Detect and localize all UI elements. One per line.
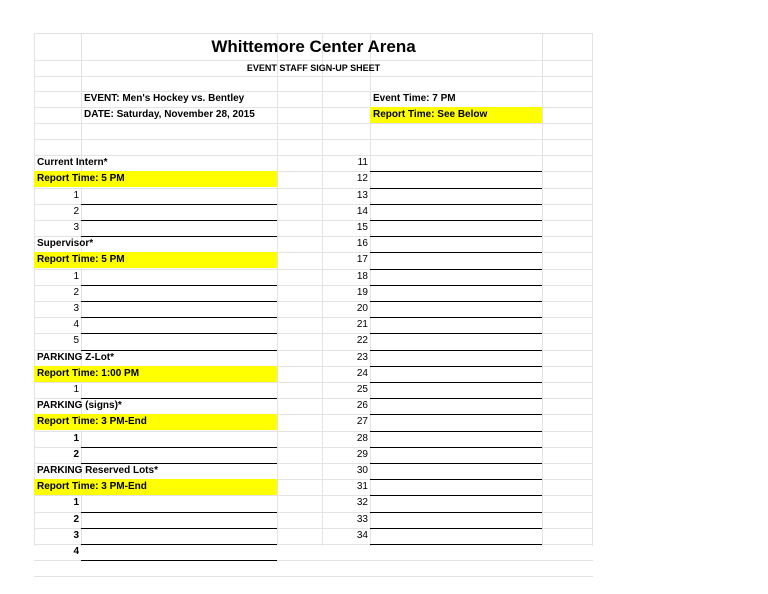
slot-number-right: 22 bbox=[356, 335, 368, 346]
slot-number-right: 20 bbox=[356, 303, 368, 314]
slot-number: 2 bbox=[73, 206, 79, 217]
signature-line-right bbox=[370, 414, 542, 415]
signature-line bbox=[81, 544, 277, 545]
section-report-time: Report Time: 3 PM-End bbox=[37, 416, 147, 427]
signature-line-right bbox=[370, 382, 542, 383]
signature-line-right bbox=[370, 512, 542, 513]
slot-number-right: 19 bbox=[356, 287, 368, 298]
slot-number: 3 bbox=[73, 222, 79, 233]
page-title: Whittemore Center Arena bbox=[211, 37, 416, 56]
signature-line-right bbox=[370, 252, 542, 253]
slot-number-right: 24 bbox=[356, 368, 368, 379]
sign-up-sheet bbox=[34, 33, 593, 557]
slot-number-right: 11 bbox=[357, 157, 368, 168]
slot-number: 1 bbox=[73, 190, 79, 201]
slot-number-right: 32 bbox=[356, 497, 368, 508]
section-label: Current Intern* bbox=[37, 157, 108, 168]
page-subtitle: EVENT STAFF SIGN-UP SHEET bbox=[246, 63, 381, 73]
signature-line-right bbox=[370, 431, 542, 432]
slot-number: 1 bbox=[73, 433, 79, 444]
slot-number-right: 17 bbox=[356, 254, 368, 265]
slot-number-right: 25 bbox=[356, 384, 368, 395]
slot-number-right: 14 bbox=[356, 206, 368, 217]
section-report-time: Report Time: 3 PM-End bbox=[37, 481, 147, 492]
signature-line-right bbox=[370, 204, 542, 205]
signature-line-right bbox=[370, 301, 542, 302]
signature-line-right bbox=[370, 366, 542, 367]
signature-line-right bbox=[370, 528, 542, 529]
signature-line bbox=[81, 285, 277, 286]
slot-number: 1 bbox=[73, 497, 79, 508]
slot-number-right: 34 bbox=[356, 530, 368, 541]
slot-number-right: 29 bbox=[356, 449, 368, 460]
signature-line bbox=[81, 236, 277, 237]
signature-line-right bbox=[370, 236, 542, 237]
slot-number: 3 bbox=[73, 530, 79, 541]
signature-line-right bbox=[370, 171, 542, 172]
signature-line bbox=[81, 512, 277, 513]
signature-line bbox=[81, 447, 277, 448]
signature-line bbox=[81, 204, 277, 205]
signature-line-right bbox=[370, 285, 542, 286]
signature-line-right bbox=[370, 333, 542, 334]
slot-number: 2 bbox=[73, 514, 79, 525]
signature-line-right bbox=[370, 350, 542, 351]
signature-line-right bbox=[370, 188, 542, 189]
slot-number: 3 bbox=[73, 303, 79, 314]
slot-number-right: 16 bbox=[356, 238, 368, 249]
slot-number: 4 bbox=[73, 546, 79, 557]
section-label: Supervisor* bbox=[37, 238, 94, 249]
slot-number: 5 bbox=[73, 335, 79, 346]
slot-number-right: 26 bbox=[356, 400, 368, 411]
slot-number: 1 bbox=[73, 384, 79, 395]
slot-number: 1 bbox=[73, 271, 79, 282]
event-time: Event Time: 7 PM bbox=[373, 93, 456, 104]
slot-number-right: 23 bbox=[356, 352, 368, 363]
slot-number-right: 30 bbox=[356, 465, 368, 476]
section-report-time: Report Time: 5 PM bbox=[37, 254, 125, 265]
section-label: PARKING Z-Lot* bbox=[37, 352, 115, 363]
signature-line-right bbox=[370, 463, 542, 464]
section-label: PARKING Reserved Lots* bbox=[37, 465, 158, 476]
slot-number-right: 27 bbox=[356, 416, 368, 427]
slot-number-right: 15 bbox=[356, 222, 368, 233]
signature-line-right bbox=[370, 447, 542, 448]
report-time: Report Time: See Below bbox=[373, 109, 488, 120]
signature-line-right bbox=[370, 495, 542, 496]
slot-number-right: 13 bbox=[356, 190, 368, 201]
event-name: EVENT: Men's Hockey vs. Bentley bbox=[84, 93, 245, 104]
signature-line bbox=[81, 301, 277, 302]
signature-line-right bbox=[370, 269, 542, 270]
slot-number: 2 bbox=[73, 287, 79, 298]
section-report-time: Report Time: 1:00 PM bbox=[37, 368, 140, 379]
slot-number: 2 bbox=[73, 449, 79, 460]
signature-line bbox=[81, 220, 277, 221]
slot-number: 4 bbox=[73, 319, 79, 330]
slot-number-right: 33 bbox=[356, 514, 368, 525]
signature-line bbox=[81, 317, 277, 318]
signature-line bbox=[81, 528, 277, 529]
section-report-time: Report Time: 5 PM bbox=[37, 173, 125, 184]
signature-line bbox=[81, 333, 277, 334]
slot-number-right: 12 bbox=[356, 173, 368, 184]
section-label: PARKING (signs)* bbox=[37, 400, 122, 411]
signature-line-right bbox=[370, 317, 542, 318]
slot-number-right: 31 bbox=[356, 481, 368, 492]
event-date: DATE: Saturday, November 28, 2015 bbox=[84, 109, 255, 120]
signature-line-right bbox=[370, 544, 542, 545]
slot-number-right: 21 bbox=[356, 319, 368, 330]
signature-line-right bbox=[370, 479, 542, 480]
slot-number-right: 18 bbox=[356, 271, 368, 282]
slot-number-right: 28 bbox=[356, 433, 368, 444]
signature-line bbox=[81, 560, 277, 561]
signature-line-right bbox=[370, 398, 542, 399]
signature-line-right bbox=[370, 220, 542, 221]
